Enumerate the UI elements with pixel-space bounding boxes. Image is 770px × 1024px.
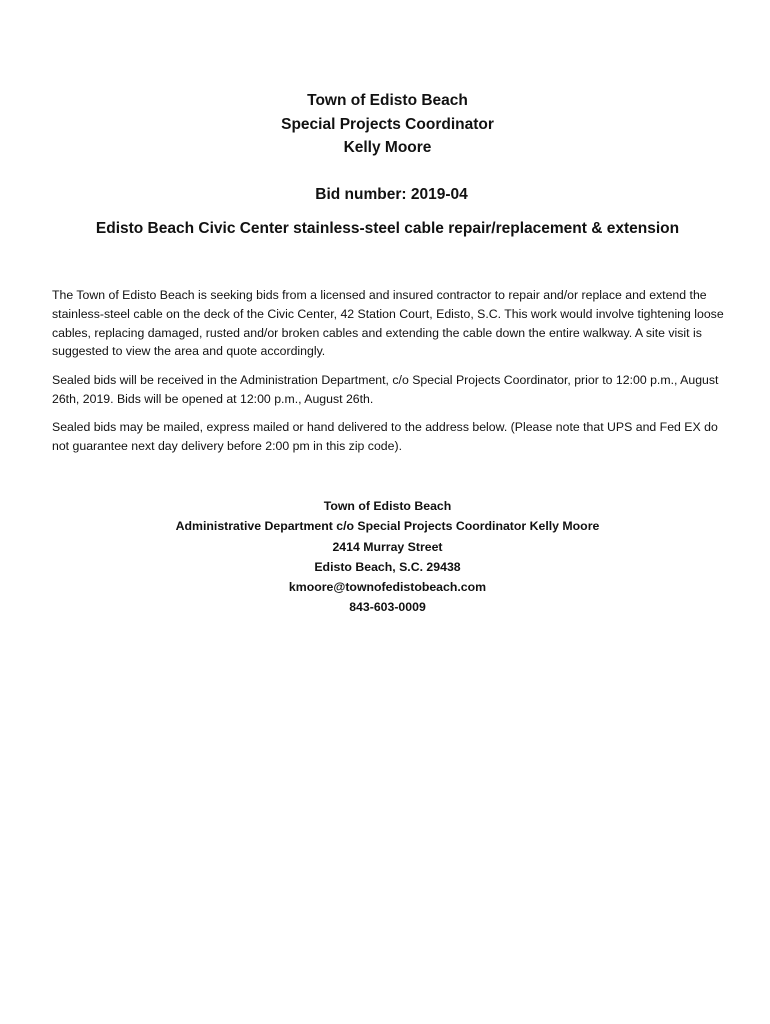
body-paragraph-deadline: Sealed bids will be received in the Administration Department, c/o Special Projects Coordinator, prior to 12:00 p.m., August 26th, 2019. Bids will be opened at 12:00 p.m., August 26th. [52,373,719,406]
header-name: Kelly Moore [343,139,432,156]
body-paragraph-delivery: Sealed bids may be mailed, express mailed or hand delivered to the address below. (Please note that UPS and Fed EX do not guarantee next day delivery before 2:00 pm in this zip code). [52,420,718,453]
address-organization: Town of Edisto Beach [323,499,452,513]
address-city-state-zip: Edisto Beach, S.C. 29438 [314,559,461,574]
body-paragraph-scope: The Town of Edisto Beach is seeking bids from a licensed and insured contractor to repair and/or replace and extend the stainless-steel cable on the deck of the Civic Center, 42 Station Court, Edisto, S.C. This work would involve tightening loose cables, replacing damaged, rusted and/or broken cables and extending the cable down the entire walkway. A site visit is suggested to view the area and quote accordingly. [52,288,724,359]
address-phone: 843-603-0009 [349,600,426,615]
document-header [0,89,770,160]
bid-number: Bid number: 2019-04 [315,186,468,203]
header-role: Special Projects Coordinator [281,115,494,133]
address-department: Administrative Department c/o Special Projects Coordinator Kelly Moore [175,519,600,534]
address-email: kmoore@townofedistobeach.com [288,580,487,595]
address-block [0,496,770,618]
header-organization: Town of Edisto Beach [307,92,468,109]
project-title: Edisto Beach Civic Center stainless-steel cable repair/replacement & extension [95,220,680,237]
address-street: 2414 Murray Street [332,539,443,554]
